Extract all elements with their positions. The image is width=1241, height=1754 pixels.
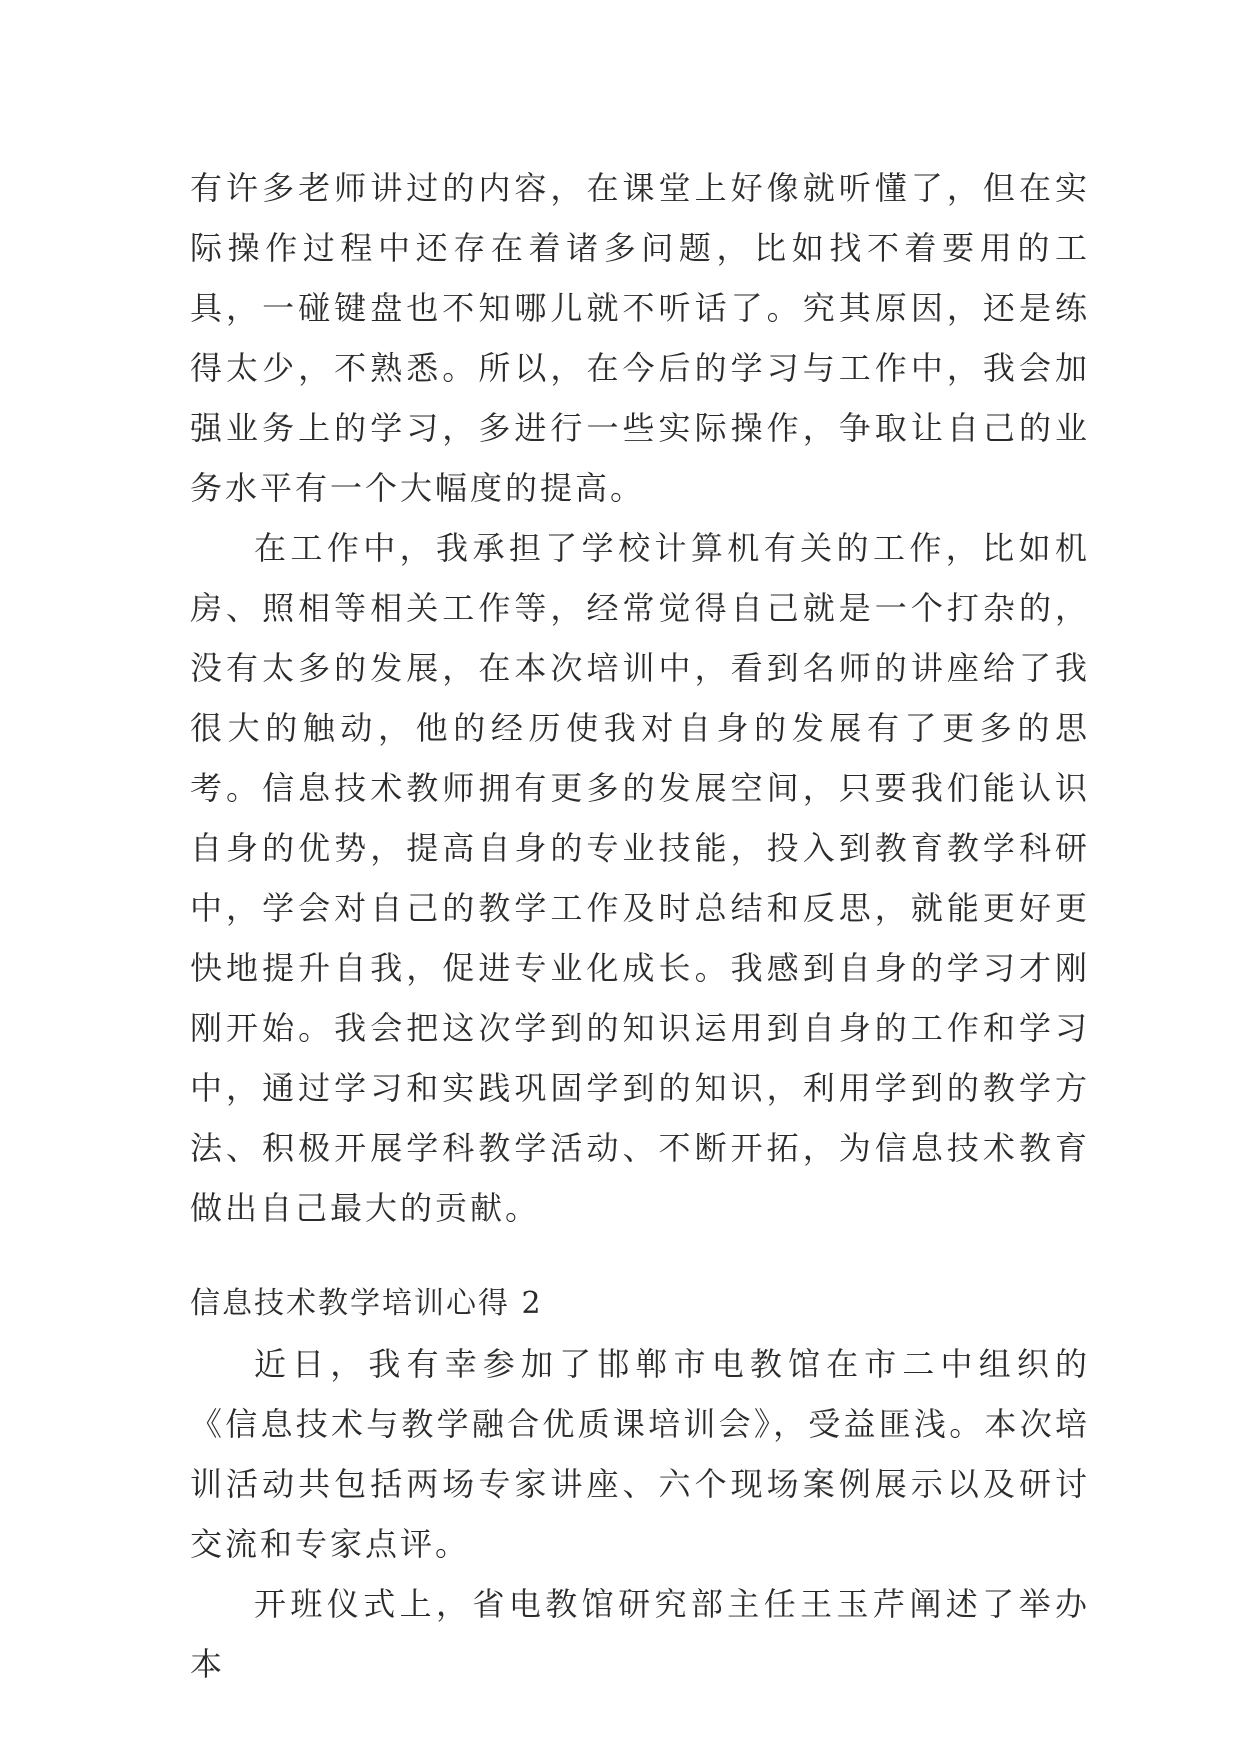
paragraph-4: 开班仪式上，省电教馆研究部主任王玉芹阐述了举办本 [190,1585,1090,1683]
paragraph-2: 在工作中，我承担了学校计算机有关的工作，比如机房、照相等相关工作等，经常觉得自己就是一个打杂的，没有太多的发展，在本次培训中，看到名师的讲座给了我很大的触动，他的经历使我对自身的发展有了更多的思考。信息技术教师拥有更多的发展空间，只要我们能认识自身的优势，提高自身的专业技能，投入到教育教学科研中，学会对自己的教学工作及时总结和反思，就能更好更快地提升自我，促进专业化成长。我感到自身的学习才刚刚开始。我会把这次学到的知识运用到自身的工作和学习中，通过学习和实践巩固学到的知识，利用学到的教学方法、积极开展学科教学活动、不断开拓，为信息技术教育做出自己最大的贡献。 [190,529,1090,1227]
document-body [190,158,1090,1694]
section-spacer [190,1238,1090,1274]
section-heading: 信息技术教学培训心得 2 [190,1286,543,1321]
paragraph-3: 近日，我有幸参加了邯郸市电教馆在市二中组织的《信息技术与教学融合优质课培训会》，受益匪浅。本次培训活动共包括两场专家讲座、六个现场案例展示以及研讨交流和专家点评。 [190,1345,1090,1563]
paragraph-1: 有许多老师讲过的内容，在课堂上好像就听懂了，但在实际操作过程中还存在着诸多问题，比如找不着要用的工具，一碰键盘也不知哪儿就不听话了。究其原因，还是练得太少，不熟悉。所以，在今后的学习与工作中，我会加强业务上的学习，多进行一些实际操作，争取让自己的业务水平有一个大幅度的提高。 [190,169,1090,507]
